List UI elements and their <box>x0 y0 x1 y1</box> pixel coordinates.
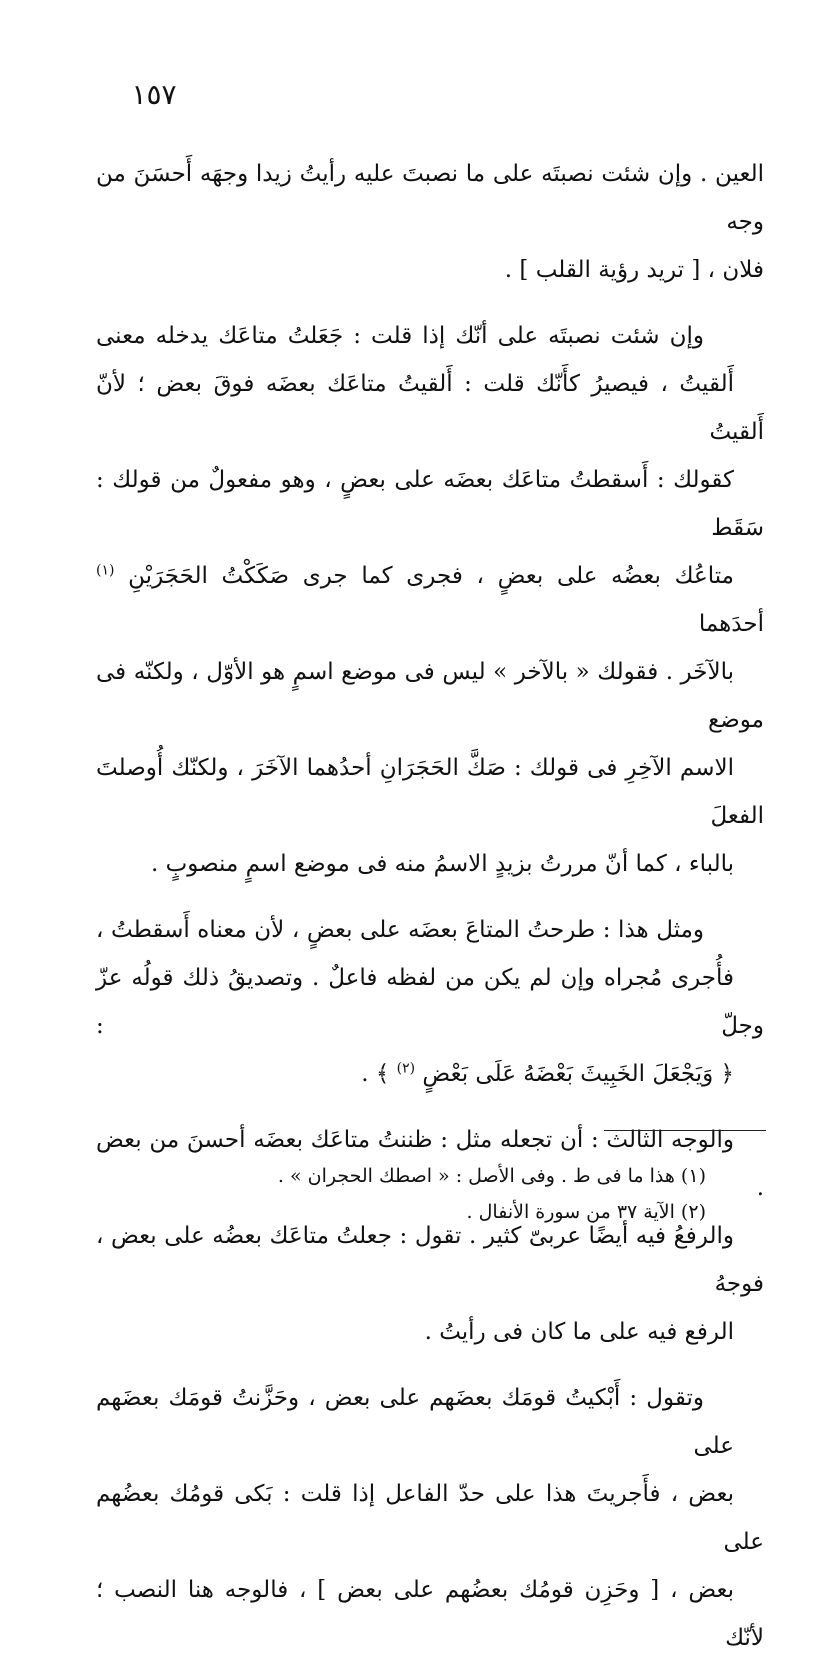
text-line: فأُجرى مُجراه وإن لم يكن من لفظه فاعلٌ . وتصديقُ ذلك قولُه عزّ وجلّ : <box>96 965 764 1039</box>
footnote-divider <box>604 1130 766 1131</box>
text-line: الرفع فيه على ما كان فى رأيتُ . <box>424 1319 734 1345</box>
text-segment: متاعُك بعضُه على بعضٍ ، فجرى كما جرى صَكَكْتُ الحَجَرَيْنِ <box>128 563 734 589</box>
footnotes <box>96 1158 764 1230</box>
text-line <box>96 1050 764 1098</box>
paragraph-5 <box>96 1374 764 1662</box>
text-line: الاسم الآخِرِ فى قولك : صَكَّ الحَجَرَانِ أحدُهما الآخَرَ ، ولكنّك أُوصلتَ الفعلَ <box>96 755 764 829</box>
quran-verse: ﴿ وَيَجْعَلَ الخَبِيثَ بَعْضَهُ عَلَى بَعْضٍ <box>422 1061 734 1087</box>
text-line: والوجه الثالث : أن تجعله مثل : ظننتُ متاعَك بعضَه أحسنَ من بعض . <box>96 1127 764 1201</box>
text-line: ومثل هذا : طرحتُ المتاعَ بعضَه على بعضٍ ، لأن معناه أَسقطتُ ، <box>96 917 704 943</box>
paragraph-3 <box>96 906 764 1098</box>
paragraph-4 <box>96 1116 764 1356</box>
text-line: بعض ، [ وحَزِن قومُك بعضُهم على بعض ] ، فالوجه هنا النصب ؛ لأنّك <box>96 1577 764 1651</box>
text-segment: أحدَهما <box>698 611 764 637</box>
main-text <box>96 150 764 1662</box>
text-segment: ﴾ . <box>361 1061 390 1087</box>
text-line: أَلقيتُ ، فيصيرُ كأَنّك قلت : أَلقيتُ متاعَك بعضَه فوقَ بعض ؛ لأنّ أَلقيتُ <box>96 371 764 445</box>
page-number: ١٥٧ <box>131 78 177 111</box>
footnote-2: (٢) الآية ٣٧ من سورة الأنفال . <box>466 1201 706 1223</box>
text-line: والرفعُ فيه أيضًا عربىّ كثير . تقول : جعلتُ متاعَك بعضُه على بعض ، فوجهُ <box>96 1223 764 1297</box>
text-line: وتقول : أَبْكيتُ قومَك بعضَهم على بعض ، وحَزَّنتُ قومَك بعضَهم على <box>96 1385 734 1459</box>
footnote-1: (١) هذا ما فى ط . وفى الأصل : « اصطك الحجران » . <box>277 1165 706 1187</box>
text-line: بالآخَر . فقولك « بالآخر » ليس فى موضع اسمٍ هو الأوّل ، ولكنّه فى موضع <box>96 659 764 733</box>
text-line: بالباء ، كما أنّ مررتُ بزيدٍ الاسمُ منه فى موضع اسمٍ منصوبٍ . <box>150 851 734 877</box>
text-line: فلان ، [ تريد رؤية القلب ] . <box>504 257 764 283</box>
text-line <box>96 552 764 648</box>
footnote-marker-2: (٢) <box>396 1060 416 1077</box>
footnote-marker-1: (١) <box>96 562 115 579</box>
text-line: وإن شئت نصبتَه على أنّك إذا قلت : جَعَلتُ متاعَك يدخله معنى <box>96 323 704 349</box>
text-line: العين . وإن شئت نصبتَه على ما نصبتَ عليه رأيتُ زيدا وجهَه أَحسَنَ من وجه <box>96 161 764 235</box>
paragraph-1 <box>96 150 764 294</box>
text-line: بعض ، فأَجريتَ هذا على حدّ الفاعل إذا قلت : بَكى قومُك بعضُهم على <box>96 1481 764 1555</box>
paragraph-2 <box>96 312 764 888</box>
text-line: كقولك : أَسقطتُ متاعَك بعضَه على بعضٍ ، وهو مفعولٌ من قولك : سَقَط <box>96 467 764 541</box>
